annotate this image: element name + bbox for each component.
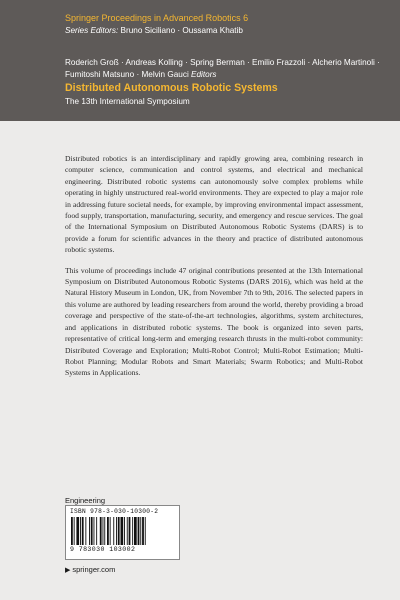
editors-label: Editors <box>191 69 217 79</box>
description <box>65 153 363 388</box>
isbn: ISBN 978-3-030-10300-2 <box>70 508 159 515</box>
barcode-digits: 9 783030 103002 <box>70 546 136 553</box>
series-line <box>65 13 248 23</box>
editors: Roderich Groß · Andreas Kolling · Spring Berman · Emilio Frazzoli · Alcherio Martinoli · Fumitoshi Matsuno · Melvin Gauci <box>65 58 380 79</box>
website-link[interactable] <box>65 565 115 574</box>
description-paragraph: Distributed robotics is an interdisciplinary and rapidly growing area, combining research in computer science, communication and control systems, and electrical and mechanical engineering. Distributed robotic systems can autonomously solve complex problems while operating in highly unstructured real-world environments. They are expected to play a major role in addressing future societal needs, for example, by improving environmental impact assessment, food supply, transportation, manufacturing, security, and emergency and rescue services. The goal of the International Symposium on Distributed Autonomous Robotic Systems (DARS) is to provide a forum for scientific advances in the theory and practice of distributed autonomous robotic systems. <box>65 154 363 255</box>
description-paragraph: This volume of proceedings include 47 original contributions presented at the 13th International Symposium on Distributed Autonomous Robotic Systems (DARS 2016), which was held at the Natural History Museum in London, UK, from November 7th to 9th, 2016. The selected papers in this volume are authored by leading researchers from around the world, thereby providing a broad coverage and perspective of the state-of-the-art technologies, algorithms, system architectures, and applications in distributed robotic systems. The book is organized into seven parts, representative of critical long-term and emerging research thrusts in the multi-robot community: Distributed Coverage and Exploration; Multi-Robot Control; Multi-Robot Estimation; Multi-Robot Planning; Modular Robots and Smart Materials; Swarm Robotics; and Multi-Robot Systems in Applications. <box>65 265 363 378</box>
editors-block <box>65 57 395 80</box>
series-number: 6 <box>243 13 249 23</box>
barcode-image <box>70 517 175 545</box>
series-editors-label: Series Editors: <box>65 26 119 35</box>
book-subtitle: The 13th International Symposium <box>65 97 190 106</box>
category-label: Engineering <box>65 496 106 505</box>
series-title: Springer Proceedings in Advanced Robotics <box>65 13 241 23</box>
series-editors-line <box>65 26 243 35</box>
barcode-box <box>65 505 180 560</box>
series-editors: Bruno Siciliano · Oussama Khatib <box>120 26 243 35</box>
book-title: Distributed Autonomous Robotic Systems <box>65 82 278 94</box>
arrow-right-icon: ▶ <box>65 567 71 574</box>
cover-header <box>0 0 400 121</box>
website-text: springer.com <box>72 565 116 574</box>
